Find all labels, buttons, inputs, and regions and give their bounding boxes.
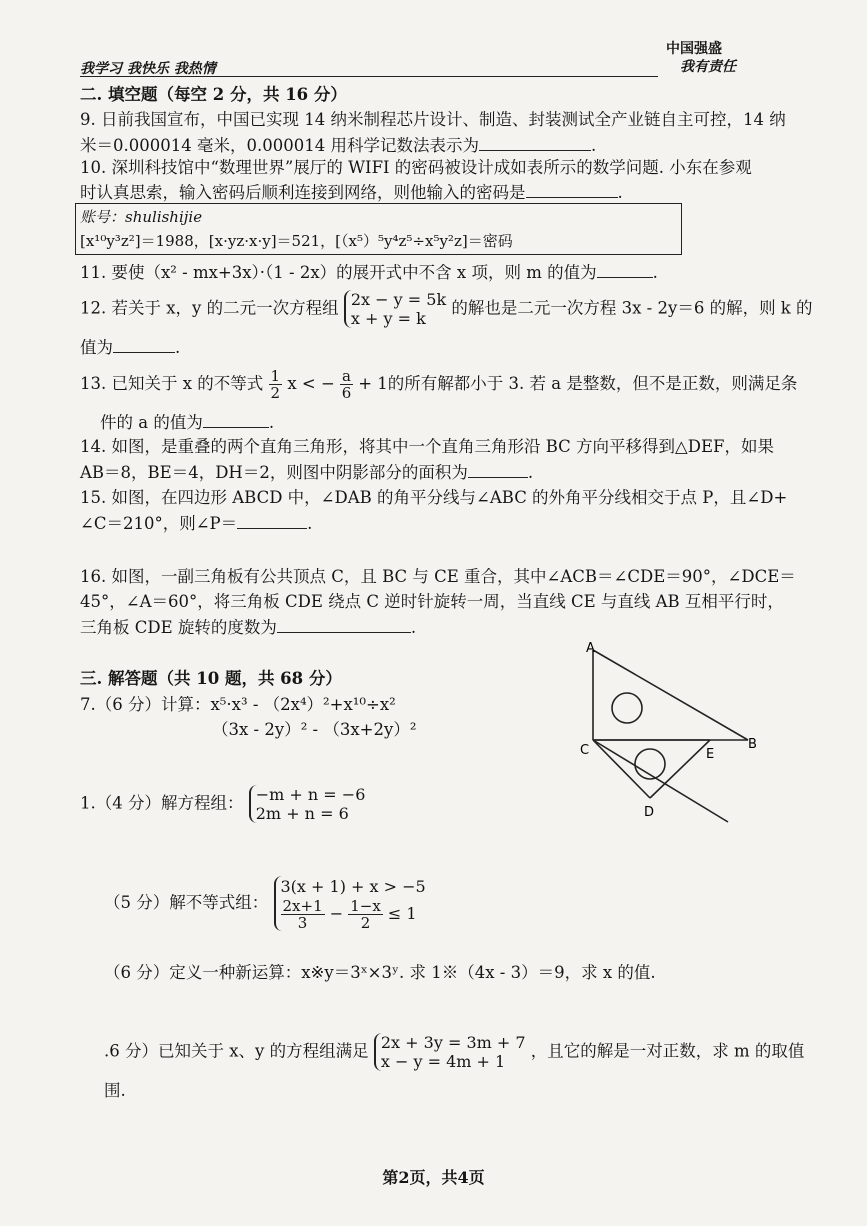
page-number: 第2页，共4页: [382, 1168, 485, 1187]
header-rule: [80, 76, 658, 77]
q9-text: 米＝0.000014 毫米，0.000014 用科学记数法表示为: [80, 136, 479, 155]
q19-fraction-a: $\frac{2x+1}{3}$: [282, 897, 323, 932]
figure-circle-upper: [612, 693, 642, 723]
q10-line-2: 时认真思索，输入密码后顺利连接到网络，则他输入的密码是 .: [80, 183, 623, 202]
q10-answer-blank[interactable]: [526, 181, 618, 198]
q15-line-2: ∠C＝210°，则∠P＝ .: [80, 514, 313, 533]
q10-text: 时认真思索，输入密码后顺利连接到网络，则他输入的密码是: [80, 183, 526, 202]
q13-answer-blank[interactable]: [203, 411, 269, 428]
q13-line-1: 13. 已知关于 x 的不等式 $\frac{1}{2}$ x < − $\frac{a}{6}$ + 1的所有解都小于 3. 若 a 是整数，但不是正数，则满足条: [80, 367, 798, 402]
q21-equation-system: 2x + 3y = 3m + 7 x − y = 4m + 1: [374, 1033, 526, 1071]
q12-line-2: 值为 .: [80, 338, 181, 357]
q18-equation-system: −m + n = −6 2m + n = 6: [249, 785, 366, 823]
figure-label-b: B: [748, 737, 757, 752]
q9-line-2: 米＝0.000014 毫米，0.000014 用科学记数法表示为 .: [80, 136, 597, 155]
q10-box-account: 账号：shulishijie: [80, 208, 203, 226]
q21-line-2: 围.: [104, 1081, 126, 1100]
figure-label-e: E: [706, 747, 715, 762]
q11-text: 11. 要使（x² - mx+3x）·（1 - 2x）的展开式中不含 x 项，则 m 的值为: [80, 263, 597, 282]
q12-equation-system: 2x − y = 5k x + y = k: [344, 290, 446, 328]
header-slogan-2: 我有责任: [680, 59, 736, 75]
q16-line-3: 三角板 CDE 旋转的度数为 .: [80, 618, 417, 637]
q17-line-2: （3x - 2y）² - （3x+2y）²: [212, 720, 417, 739]
q20-line: （6 分）定义一种新运算：x※y＝3ˣ×3ʸ. 求 1※（4x - 3）＝9，求 x 的值.: [104, 963, 656, 982]
q9-answer-blank[interactable]: [479, 134, 591, 151]
q19-inequality-system: 3(x + 1) + x > −5 $\frac{2x+1}{3}$ − $\frac{1-x}{2}$ ≤ 1: [274, 876, 426, 931]
q12-answer-blank[interactable]: [113, 336, 175, 353]
figure-label-d: D: [644, 805, 655, 820]
q13-fraction-half: $\frac{1}{2}$: [270, 367, 281, 402]
q16-line-1: 16. 如图，一副三角板有公共顶点 C，且 BC 与 CE 重合，其中∠ACB＝∠CDE＝90°，∠DCE＝: [80, 567, 796, 586]
q16-line-2: 45°，∠A＝60°，将三角板 CDE 绕点 C 逆时针旋转一周，当直线 CE 与直线 AB 互相平行时，: [80, 592, 784, 611]
q15-line-1: 15. 如图，在四边形 ABCD 中，∠DAB 的角平分线与∠ABC 的外角平分线相交于点 P，且∠D+: [80, 488, 788, 507]
q14-answer-blank[interactable]: [468, 461, 528, 478]
figure-side-AB: [593, 650, 748, 740]
q10-box-formula: [x¹⁰y³z²]＝1988，[x·yz·x·y]＝521，[（x⁵）⁵y⁴z⁵÷x⁵y²z]＝密码: [80, 232, 513, 250]
q17-line-1: 7.（6 分）计算：x⁵·x³ - （2x⁴）²+x¹⁰÷x²: [80, 695, 396, 714]
q15-answer-blank[interactable]: [237, 512, 307, 529]
q14-line-1: 14. 如图，是重叠的两个直角三角形，将其中一个直角三角形沿 BC 方向平移得到△DEF，如果: [80, 437, 774, 456]
section-3-title: 三. 解答题（共 10 题，共 68 分）: [80, 669, 342, 688]
q19-line: （5 分）解不等式组： 3(x + 1) + x > −5 $\frac{2x+1}{3}$ − $\frac{1-x}{2}$ ≤ 1: [104, 877, 426, 932]
figure-side-DE: [650, 740, 710, 798]
q16-figure: [560, 630, 760, 830]
q11-answer-blank[interactable]: [597, 261, 653, 278]
header-motto: 我学习 我快乐 我热情: [80, 61, 216, 77]
q13-fraction-a6: $\frac{a}{6}$: [341, 367, 352, 402]
q18-line: 1.（4 分）解方程组： −m + n = −6 2m + n = 6: [80, 785, 366, 823]
figure-label-c: C: [580, 743, 590, 758]
q14-line-2: AB＝8，BE＝4，DH＝2，则图中阴影部分的面积为 .: [80, 463, 534, 482]
q9-line-1: 9. 日前我国宣布，中国已实现 14 纳米制程芯片设计、制造、封装测试全产业链自主可控，14 纳: [80, 110, 786, 129]
section-2-title: 二. 填空题（每空 2 分，共 16 分）: [80, 85, 347, 104]
q16-answer-blank[interactable]: [277, 616, 411, 633]
q12-line-1: 12. 若关于 x，y 的二元一次方程组 2x − y = 5k x + y = k 的解也是二元一次方程 3x - 2y＝6 的解，则 k 的: [80, 290, 813, 328]
q11-line: 11. 要使（x² - mx+3x）·（1 - 2x）的展开式中不含 x 项，则 m 的值为 .: [80, 263, 658, 282]
q10-line-1: 10. 深圳科技馆中“数理世界”展厅的 WIFI 的密码被设计成如表所示的数学问题. 小东在参观: [80, 158, 752, 177]
header-slogan-1: 中国强盛: [666, 41, 722, 57]
q13-line-2: 件的 a 的值为 .: [100, 413, 275, 432]
figure-label-a: A: [586, 641, 595, 656]
q19-fraction-b: $\frac{1-x}{2}$: [350, 897, 381, 932]
q21-line-1: .6 分）已知关于 x、y 的方程组满足 2x + 3y = 3m + 7 x − y = 4m + 1 ，且它的解是一对正数，求 m 的取值: [104, 1033, 805, 1071]
